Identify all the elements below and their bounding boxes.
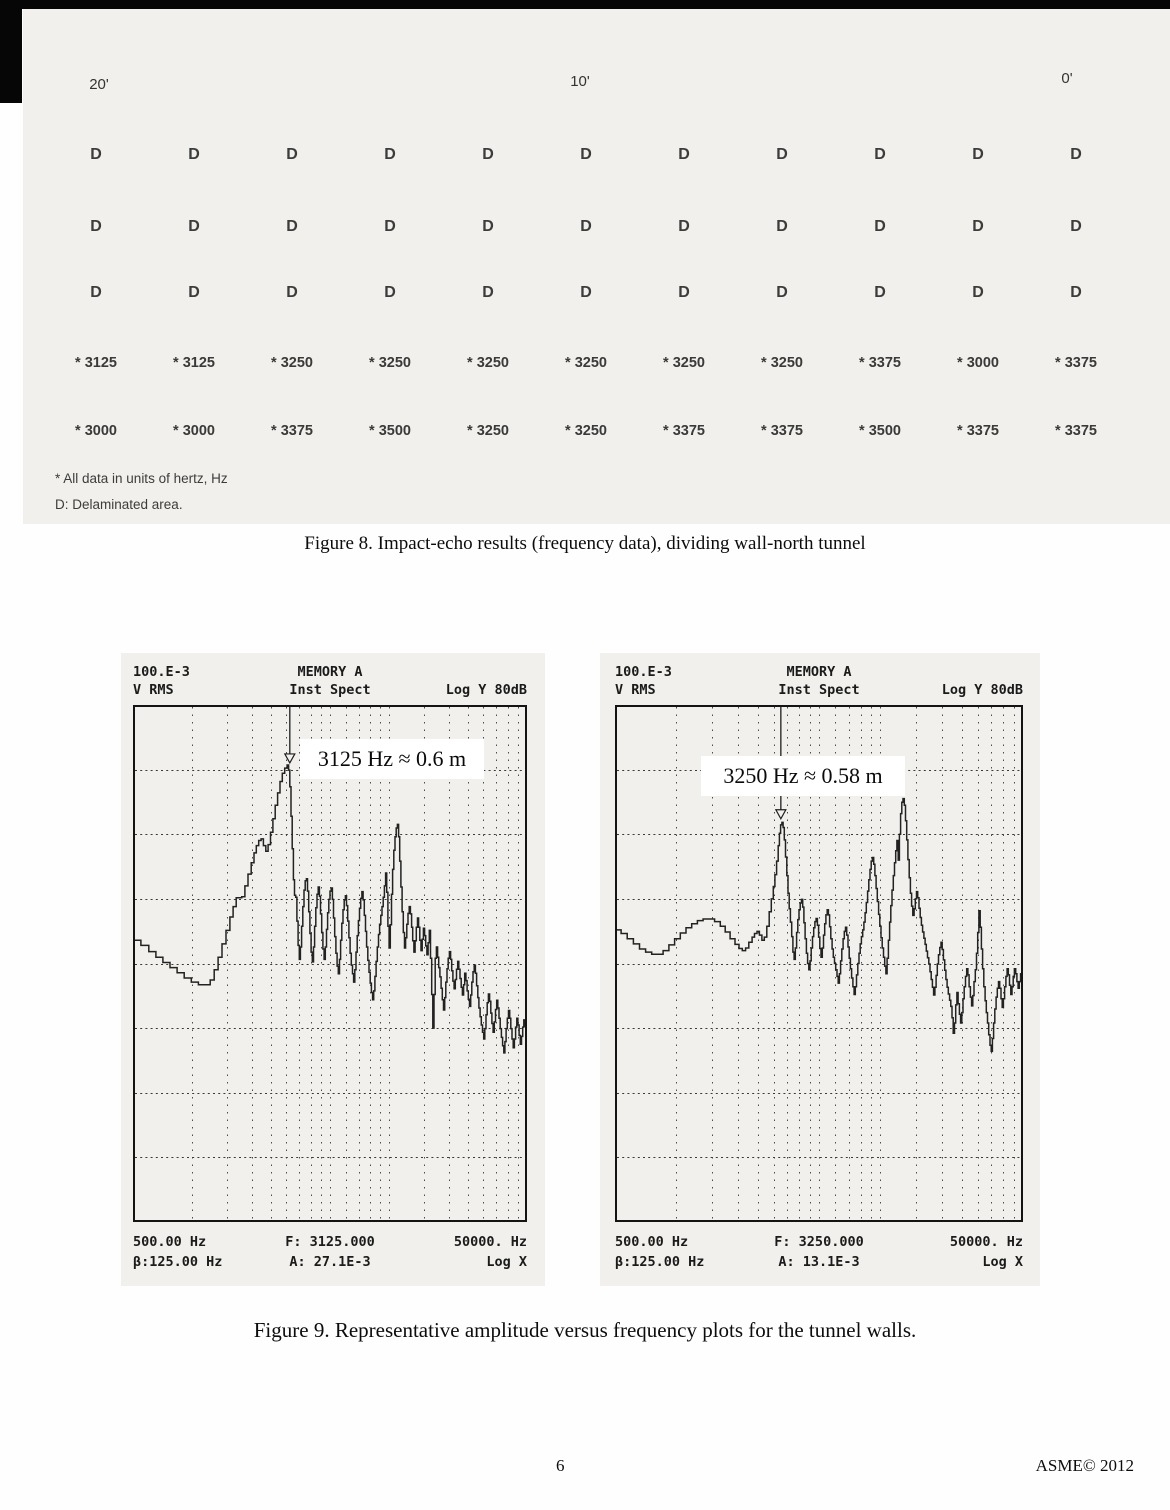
figure8-note-units: * All data in units of hertz, Hz: [55, 471, 228, 486]
delamination-marker: D: [384, 146, 396, 163]
delamination-marker: D: [286, 218, 298, 235]
delamination-marker: D: [286, 146, 298, 163]
frequency-value: * 3250: [565, 355, 607, 371]
chart-cursor-amplitude: A: 13.1E-3: [778, 1254, 860, 1270]
chart-xstart: 500.00 Hz: [133, 1234, 207, 1250]
delamination-marker: D: [972, 284, 984, 301]
frequency-value: * 3250: [271, 355, 313, 371]
chart-unit: V RMS: [615, 682, 656, 698]
frequency-value: * 3000: [957, 355, 999, 371]
chart-cursor-frequency: F: 3250.000: [774, 1234, 864, 1250]
delamination-marker: D: [874, 284, 886, 301]
delamination-marker: D: [580, 146, 592, 163]
ruler-label: 20': [89, 76, 109, 93]
frequency-value: * 3250: [761, 355, 803, 371]
delamination-marker: D: [188, 218, 200, 235]
ruler-label: 0': [1061, 70, 1073, 87]
chart-yscale: Log Y 80dB: [941, 682, 1023, 698]
delamination-marker: D: [482, 284, 494, 301]
delamination-marker: D: [384, 218, 396, 235]
delamination-marker: D: [1070, 284, 1082, 301]
chart-cursor-frequency: F: 3125.000: [285, 1234, 375, 1250]
chart-unit: V RMS: [133, 682, 174, 698]
delamination-marker: D: [90, 146, 102, 163]
chart-yscale: Log Y 80dB: [445, 682, 527, 698]
chart-bandwidth: β:125.00 Hz: [133, 1254, 223, 1270]
delamination-marker: D: [776, 218, 788, 235]
delamination-marker: D: [90, 284, 102, 301]
figure8-scan: [23, 9, 1170, 524]
frequency-value: * 3250: [369, 355, 411, 371]
frequency-value: * 3250: [663, 355, 705, 371]
figure9-caption: Figure 9. Representative amplitude versus frequency plots for the tunnel walls.: [253, 1318, 917, 1342]
delamination-marker: D: [482, 146, 494, 163]
chart-cursor-amplitude: A: 27.1E-3: [289, 1254, 371, 1270]
delamination-marker: D: [678, 284, 690, 301]
delamination-marker: D: [678, 146, 690, 163]
delamination-marker: D: [188, 146, 200, 163]
frequency-value: * 3000: [173, 423, 215, 439]
chart-memory: MEMORY A: [786, 664, 852, 680]
peak-marker-icon: [776, 810, 786, 819]
peak-marker-icon: [285, 754, 295, 763]
delamination-marker: D: [972, 146, 984, 163]
frequency-value: * 3375: [1055, 355, 1097, 371]
delamination-marker: D: [1070, 146, 1082, 163]
chart-xscale: Log X: [982, 1254, 1023, 1270]
chart-ref-level: 100.E-3: [133, 664, 190, 680]
delamination-marker: D: [874, 218, 886, 235]
chart-xend: 50000. Hz: [453, 1234, 527, 1250]
delamination-marker: D: [384, 284, 396, 301]
frequency-value: * 3375: [663, 423, 705, 439]
frequency-value: * 3250: [565, 423, 607, 439]
figure8-caption: Figure 8. Impact-echo results (frequency data), dividing wall-north tunnel: [304, 533, 866, 554]
peak-annotation: 3250 Hz ≈ 0.58 m: [701, 756, 905, 796]
chart-ref-level: 100.E-3: [615, 664, 672, 680]
frequency-value: * 3250: [467, 423, 509, 439]
delamination-marker: D: [678, 218, 690, 235]
delamination-marker: D: [874, 146, 886, 163]
chart-xscale: Log X: [486, 1254, 527, 1270]
chart-xstart: 500.00 Hz: [615, 1234, 689, 1250]
delamination-marker: D: [188, 284, 200, 301]
delamination-marker: D: [580, 284, 592, 301]
frequency-value: * 3500: [369, 423, 411, 439]
frequency-value: * 3125: [173, 355, 215, 371]
chart-mode: Inst Spect: [778, 682, 860, 698]
figure8-note-delaminated: D: Delaminated area.: [55, 497, 183, 512]
chart-bandwidth: β:125.00 Hz: [615, 1254, 705, 1270]
frequency-value: * 3250: [467, 355, 509, 371]
chart-xend: 50000. Hz: [949, 1234, 1023, 1250]
frequency-value: * 3375: [859, 355, 901, 371]
chart-mode: Inst Spect: [289, 682, 371, 698]
spectrum-plot: [133, 705, 527, 1222]
frequency-value: * 3125: [75, 355, 117, 371]
delamination-marker: D: [776, 284, 788, 301]
delamination-marker: D: [972, 218, 984, 235]
spectrum-trace: [133, 765, 527, 1053]
frequency-value: * 3375: [271, 423, 313, 439]
ruler-label: 10': [570, 73, 590, 90]
frequency-value: * 3500: [859, 423, 901, 439]
delamination-marker: D: [286, 284, 298, 301]
delamination-marker: D: [580, 218, 592, 235]
frequency-value: * 3375: [1055, 423, 1097, 439]
delamination-marker: D: [90, 218, 102, 235]
frequency-value: * 3375: [957, 423, 999, 439]
delamination-marker: D: [1070, 218, 1082, 235]
chart-memory: MEMORY A: [297, 664, 363, 680]
page-number: 6: [556, 1456, 565, 1475]
delamination-marker: D: [776, 146, 788, 163]
peak-annotation: 3125 Hz ≈ 0.6 m: [300, 739, 484, 779]
delamination-marker: D: [482, 218, 494, 235]
frequency-value: * 3000: [75, 423, 117, 439]
frequency-value: * 3375: [761, 423, 803, 439]
copyright-notice: ASME© 2012: [1035, 1456, 1134, 1475]
